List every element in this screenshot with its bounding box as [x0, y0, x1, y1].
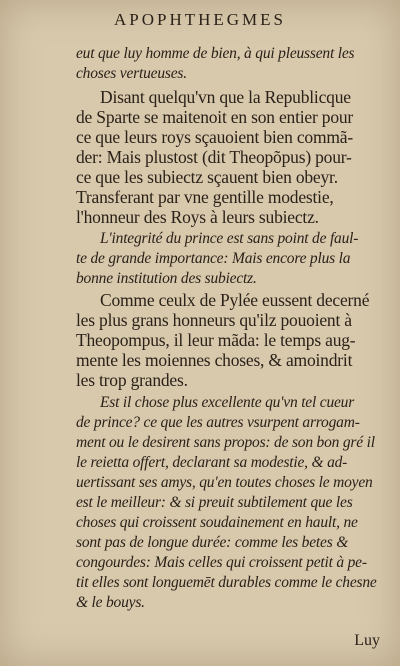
text-line: congourdes: Mais celles qui croissent petit à pe-	[76, 554, 367, 571]
text-line: Disant quelqu'vn que la Republicque	[100, 87, 351, 107]
text-line: est le meilleur: & si preuit subtilement que les	[76, 494, 353, 511]
text-line: & le bouys.	[76, 594, 145, 611]
text-line: Transferant par vne gentille modestie,	[76, 187, 334, 207]
text-line: Comme ceulx de Pylée eussent decerné	[100, 290, 370, 310]
text-line: Theopompus, il leur mãda: le temps aug-	[76, 330, 356, 350]
text-line: les plus grans honneurs qu'ilz pouoient à	[76, 310, 352, 330]
text-line: mente les moiennes choses, & amoindrit	[76, 350, 353, 370]
text-line: tit elles sont longuemēt durables comme le chesne	[76, 574, 377, 591]
text-line: choses qui croissent soudainement en hault, ne	[76, 514, 358, 531]
text-line: eut que luy homme de bien, à qui pleussent les	[76, 45, 355, 62]
text-line: ce que les subiectz sçauent bien obeyr.	[76, 167, 338, 187]
text-line: sont pas de longue durée: comme les betes &	[76, 534, 349, 551]
text-line: l'honneur des Roys à leurs subiectz.	[76, 207, 319, 227]
text-block-2	[76, 87, 388, 227]
text-line: de Sparte se maitenoit en son entier pour	[76, 107, 354, 127]
text-line: ment ou le desirent sans propos: de son bon gré il	[76, 434, 375, 451]
running-head: APOPHTHEGMES	[113, 10, 287, 29]
catchword: Luy	[354, 632, 380, 649]
text-line: uertissant ses amys, qu'en toutes choses le moyen	[76, 474, 373, 491]
text-line: te de grande importance: Mais encore plus la	[76, 250, 351, 267]
text-line: bonne institution des subiectz.	[76, 270, 257, 287]
text-line: les trop grandes.	[76, 370, 188, 390]
text-line: L'integrité du prince est sans point de faul-	[100, 230, 359, 247]
text-line: de prince? ce que les autres vsurpent arrogam-	[76, 414, 360, 431]
text-line: choses vertueuses.	[76, 65, 187, 82]
text-block-5	[76, 393, 388, 613]
text-line: Est il chose plus excellente qu'vn tel cueur	[100, 394, 355, 411]
text-line: ce que leurs roys sçauoient bien commã-	[76, 127, 353, 147]
text-line: le reietta offert, declarant sa modestie, & ad-	[76, 454, 348, 471]
text-line: der: Mais plustost (dit Theopõpus) pour-	[76, 147, 352, 167]
text-block-4	[76, 290, 388, 390]
text-block-3	[76, 229, 388, 289]
text-block-1	[76, 44, 388, 84]
